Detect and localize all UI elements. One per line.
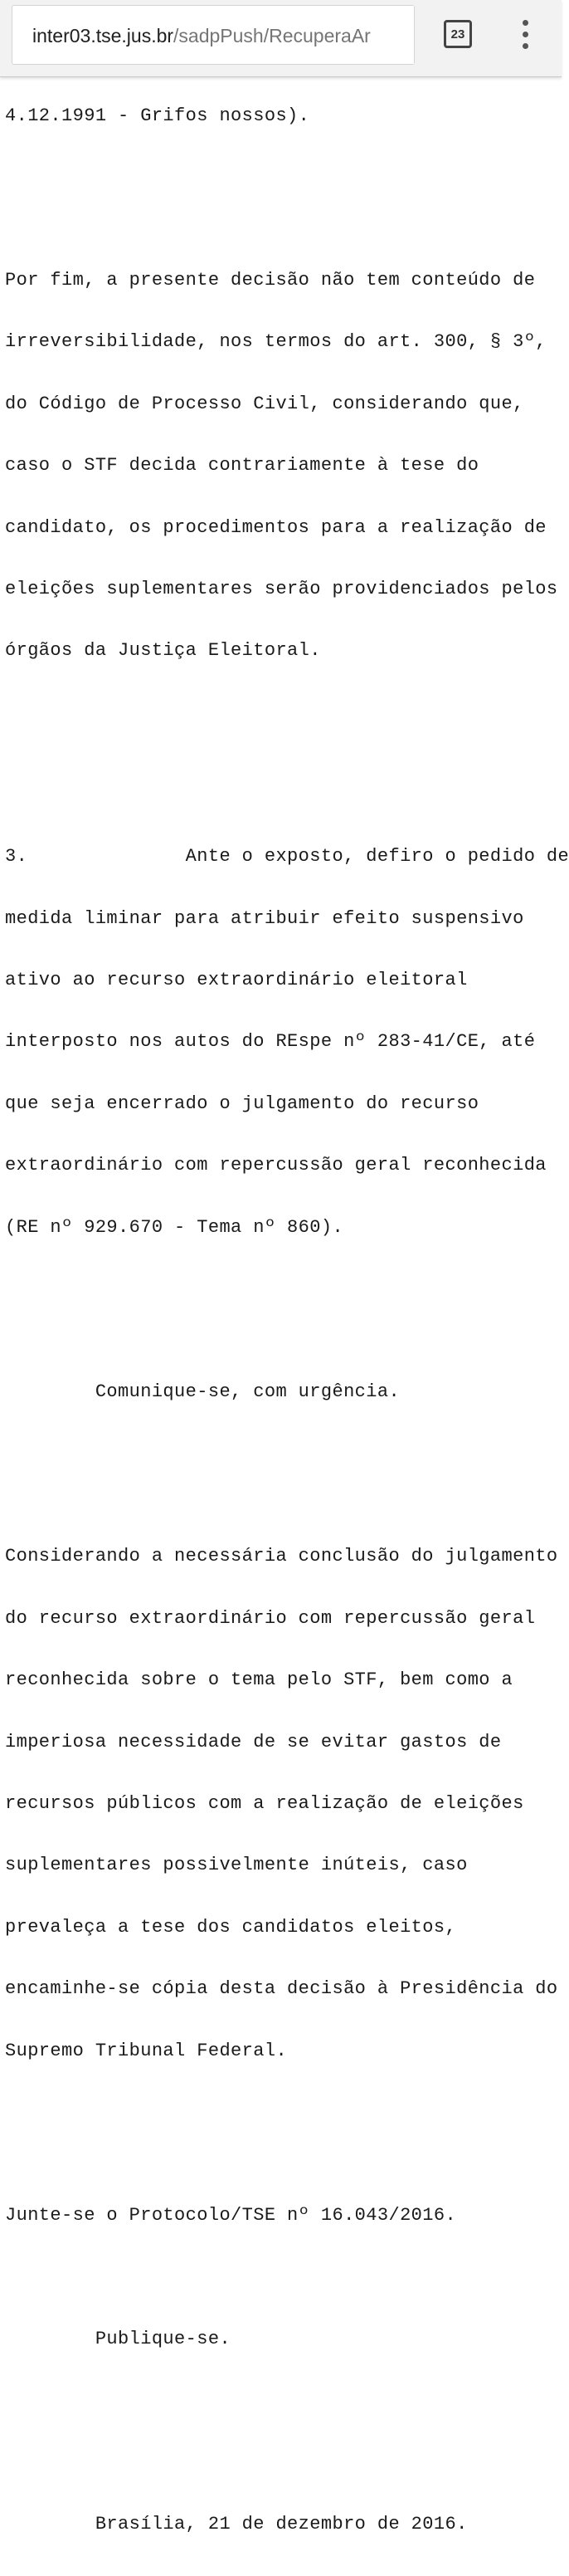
text-line: extraordinário com repercussão geral reconhecida xyxy=(5,1155,547,1176)
url-host: inter03.tse.jus.br xyxy=(32,25,174,46)
text-line: reconhecida sobre o tema pelo STF, bem como a xyxy=(5,1669,513,1691)
url-fade xyxy=(391,6,414,64)
address-bar[interactable] xyxy=(12,5,415,65)
text-line: imperiosa necessidade de se evitar gastos de xyxy=(5,1731,502,1752)
paragraph-irreversibilidade xyxy=(5,229,559,702)
text-line: órgãos da Justiça Eleitoral. xyxy=(5,640,321,662)
menu-dot xyxy=(523,32,528,37)
junte-line: Junte-se o Protocolo/TSE nº 16.043/2016. xyxy=(5,2204,457,2226)
tab-count: 23 xyxy=(450,27,465,42)
text-line: candidato, os procedimentos para a realização de xyxy=(5,516,547,538)
overflow-menu-icon[interactable] xyxy=(518,20,534,50)
browser-toolbar xyxy=(0,0,562,77)
url-path: /sadpPush/RecuperaAr xyxy=(173,25,371,46)
text-line: 3. Ante o exposto, defiro o pedido de xyxy=(5,846,569,868)
url-text[interactable] xyxy=(32,24,371,47)
publique-line: Publique-se. xyxy=(5,2328,231,2349)
menu-dot xyxy=(523,20,528,26)
text-line: medida liminar para atribuir efeito suspensivo xyxy=(5,907,524,929)
text-line: Por fim, a presente decisão não tem conteúdo de xyxy=(5,269,536,291)
text-line: do Código de Processo Civil, considerando que, xyxy=(5,393,524,414)
text-line: eleições suplementares serão providenciados pelos xyxy=(5,578,558,599)
document-body xyxy=(5,65,569,2576)
paragraph-dispositivo xyxy=(5,806,569,1279)
text-line: do recurso extraordinário com repercussão geral xyxy=(5,1607,536,1629)
paragraph-encaminhamento xyxy=(5,1506,559,2103)
text-line: prevaleça a tese dos candidatos eleitos, xyxy=(5,1916,457,1938)
text-line: que seja encerrado o julgamento do recurso xyxy=(5,1092,479,1114)
text-line: suplementares possivelmente inúteis, caso xyxy=(5,1855,468,1876)
text-line: interposto nos autos do REspe nº 283-41/CE, até xyxy=(5,1031,536,1053)
menu-dot xyxy=(523,43,528,49)
comunique-line: Comunique-se, com urgência. xyxy=(5,1381,401,1402)
text-line: caso o STF decida contrariamente à tese do xyxy=(5,455,479,477)
text-line: Supremo Tribunal Federal. xyxy=(5,2040,288,2061)
text-line: ativo ao recurso extraordinário eleitoral xyxy=(5,970,468,991)
text-line: irreversibilidade, nos termos do art. 300, § 3º, xyxy=(5,331,547,353)
tab-switcher-button[interactable] xyxy=(444,20,472,48)
text-line: (RE nº 929.670 - Tema nº 860). xyxy=(5,1216,344,1238)
text-line: recursos públicos com a realização de eleições xyxy=(5,1792,524,1814)
date-line: Brasília, 21 de dezembro de 2016. xyxy=(5,2513,468,2534)
text-line: Considerando a necessária conclusão do julgamento xyxy=(5,1546,558,1567)
clipped-line: 4.12.1991 - Grifos nossos). xyxy=(5,105,310,126)
text-line: encaminhe-se cópia desta decisão à Presidência do xyxy=(5,1978,558,2000)
